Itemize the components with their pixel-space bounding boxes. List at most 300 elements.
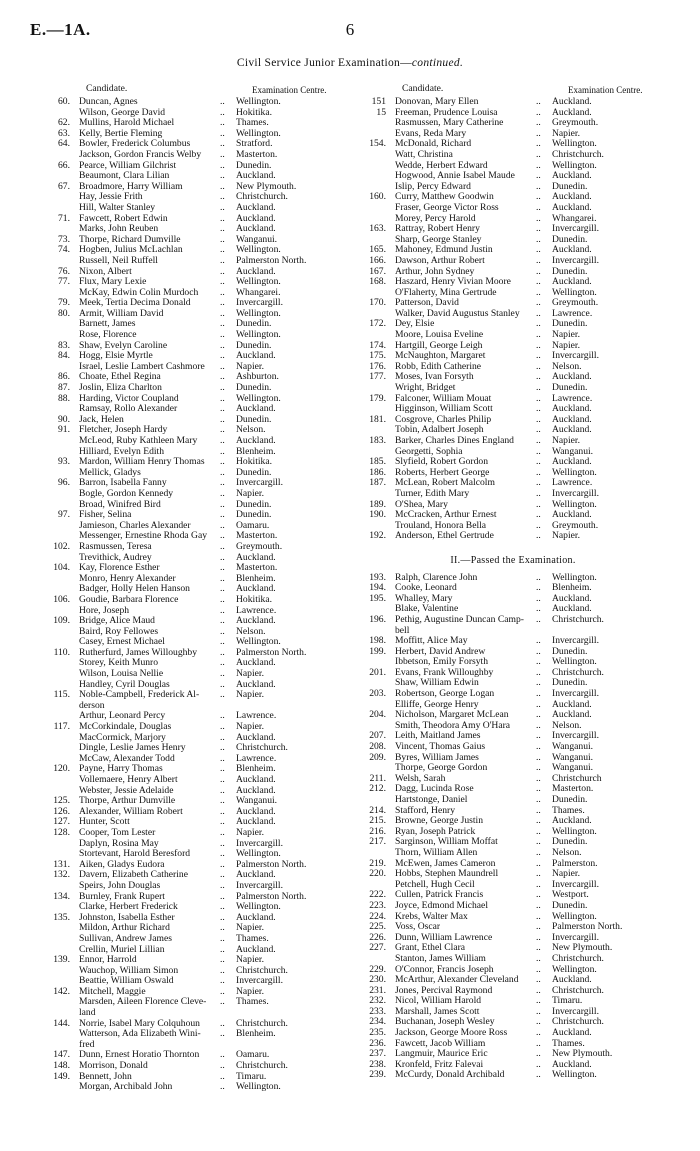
list-item [358, 267, 668, 278]
candidate-name: Barron, Isabella Fanny [79, 478, 167, 489]
list-item [42, 118, 352, 129]
dot-leader: .. [220, 96, 225, 107]
candidate-name: Hore, Joseph [79, 605, 130, 616]
dot-leader: .. [220, 191, 225, 203]
list-item [358, 256, 668, 267]
exam-centre: Auckland. [552, 403, 592, 415]
dot-leader: .. [536, 201, 541, 213]
dot-leader: .. [536, 1058, 541, 1070]
candidate-name: Sharp, George Stanley [395, 234, 482, 245]
exam-centre: Wellington. [552, 910, 597, 922]
candidate-name: Russell, Neil Ruffell [79, 255, 158, 266]
entry-number: 71. [58, 212, 70, 224]
dot-leader: .. [536, 339, 541, 351]
list-item [42, 934, 352, 945]
entry-number: 232. [369, 995, 386, 1007]
list-item [42, 669, 352, 680]
dot-leader: .. [536, 931, 541, 943]
candidate-name: McCaw, Alexander Todd [79, 753, 175, 764]
list-item [42, 796, 352, 807]
list-item [358, 837, 668, 848]
dot-leader: .. [220, 382, 225, 394]
dot-leader: .. [220, 901, 225, 913]
list-item [358, 880, 668, 891]
dot-leader: .. [220, 954, 225, 966]
dot-leader: .. [220, 615, 225, 627]
candidate-name: Trouland, Honora Bella [395, 520, 487, 531]
list-item [358, 647, 668, 658]
exam-centre: Wellington. [236, 848, 281, 860]
candidate-name: land [79, 1008, 96, 1019]
dot-leader: .. [220, 456, 225, 468]
exam-centre: Lawrence. [236, 752, 277, 764]
list-item [42, 150, 352, 161]
dot-leader: .. [220, 710, 225, 722]
candidate-name: Ibbetson, Emily Forsyth [395, 657, 489, 668]
candidate-name: Flux, Mary Lexie [79, 277, 147, 288]
dot-leader: .. [220, 837, 225, 849]
dot-leader: .. [536, 244, 541, 256]
left-list [42, 97, 352, 1093]
dot-leader: .. [536, 825, 541, 837]
candidate-name: Dawson, Arthur Robert [395, 255, 485, 266]
candidate-name: Handley, Cyril Douglas [79, 679, 170, 690]
dot-leader: .. [220, 975, 225, 987]
candidate-name: Watterson, Ada Elizabeth Wini- [79, 1029, 201, 1040]
dot-leader: .. [536, 794, 541, 805]
exam-centre: Dunedin. [552, 794, 588, 805]
list-item [42, 394, 352, 405]
dot-leader: .. [536, 254, 541, 266]
candidate-name: Patterson, David [395, 298, 459, 309]
list-item [358, 224, 668, 235]
exam-centre: Wellington. [236, 244, 281, 256]
list-item [42, 1050, 352, 1061]
list-item [42, 733, 352, 744]
exam-centre: Christchurch. [236, 964, 288, 976]
list-item [358, 806, 668, 817]
candidate-name: McKay, Edwin Colin Murdoch [79, 287, 199, 298]
exam-centre: Palmerston North. [552, 921, 623, 933]
candidate-name: Cullen, Patrick Francis [395, 890, 484, 901]
list-item [358, 150, 668, 161]
exam-centre: Invercargill. [236, 477, 283, 489]
list-item [42, 447, 352, 458]
candidate-name: Dagg, Lucinda Rose [395, 784, 474, 795]
list-item [358, 1017, 668, 1028]
dot-leader: .. [536, 963, 541, 975]
entry-number: 168. [369, 276, 386, 288]
dot-leader: .. [220, 805, 225, 817]
dot-leader: .. [220, 424, 225, 436]
exam-centre: Dunedin. [236, 159, 272, 171]
entry-number: 177. [369, 371, 386, 383]
entry-number: 83. [58, 339, 70, 351]
dot-leader: .. [220, 371, 225, 383]
dot-leader: .. [536, 498, 541, 510]
exam-centre: Wellington. [552, 571, 597, 583]
exam-centre: Invercargill. [552, 223, 599, 235]
candidate-name: Fisher, Selina [79, 510, 132, 521]
candidate-name: Marsden, Aileen Florence Cleve- [79, 997, 207, 1008]
candidate-name: Blake, Valentine [395, 604, 459, 615]
candidate-name: Islip, Percy Edward [395, 181, 471, 192]
list-item [42, 627, 352, 638]
exam-centre: Auckland. [552, 592, 592, 604]
entry-number: 139. [53, 954, 70, 966]
candidate-name: Turner, Edith Mary [395, 488, 470, 499]
exam-centre: Invercargill. [552, 931, 599, 943]
exam-centre: Auckland. [236, 678, 276, 690]
candidate-name: Bogle, Gordon Kennedy [79, 488, 174, 499]
list-item [358, 1060, 668, 1071]
list-item [358, 214, 668, 225]
candidate-name: Mellick, Gladys [79, 467, 141, 478]
list-item [42, 648, 352, 659]
dot-leader: .. [220, 625, 225, 637]
dot-leader: .. [220, 774, 225, 785]
list-item [358, 531, 668, 542]
exam-centre: Wellington. [236, 636, 281, 648]
dot-leader: .. [220, 668, 225, 680]
dot-leader: .. [536, 191, 541, 203]
dot-leader: .. [536, 445, 541, 457]
candidate-name: McCorkindale, Douglas [79, 722, 172, 733]
exam-centre: Wellington. [236, 127, 281, 139]
entry-number: 235. [369, 1027, 386, 1039]
list-item [42, 288, 352, 299]
entry-number: 215. [369, 815, 386, 827]
candidate-name: Georgetti, Sophia [395, 446, 463, 457]
list-item [358, 615, 668, 626]
exam-centre: Greymouth. [552, 297, 599, 309]
candidate-heading: Candidate. [402, 83, 444, 95]
exam-centre: New Plymouth. [236, 180, 297, 192]
list-item [42, 425, 352, 436]
candidate-name: Dingle, Leslie James Henry [79, 743, 186, 754]
exam-centre: Nelson. [236, 625, 266, 637]
list-item [42, 902, 352, 913]
dot-leader: .. [220, 498, 225, 510]
candidate-name: Langmuir, Maurice Eric [395, 1049, 488, 1060]
exam-centre: Wellington. [552, 138, 597, 150]
exam-centre: Oamaru. [236, 519, 270, 531]
list-item [358, 510, 668, 521]
candidate-name: Ennor, Harrold [79, 955, 137, 966]
dot-leader: .. [536, 170, 541, 182]
candidate-name: Rasmussen, Mary Catherine [395, 118, 504, 129]
dot-leader: .. [220, 1028, 225, 1040]
candidate-name: Falconer, William Mouat [395, 393, 492, 404]
entry-number: 166. [369, 254, 386, 266]
dot-leader: .. [220, 996, 225, 1008]
exam-centre: Wanganui. [552, 762, 594, 774]
candidate-name: Ralph, Clarence John [395, 572, 478, 583]
exam-centre: Christchurch [552, 772, 602, 784]
entry-number: 208. [369, 741, 386, 753]
list-item [358, 1007, 668, 1018]
list-item [42, 881, 352, 892]
list-item [358, 362, 668, 373]
dot-leader: .. [536, 815, 541, 827]
dot-leader: .. [220, 403, 225, 415]
candidate-name: McEwen, James Cameron [395, 858, 496, 869]
dot-leader: .. [220, 127, 225, 139]
exam-centre: Christchurch. [552, 984, 604, 996]
dot-leader: .. [536, 836, 541, 848]
list-item [42, 945, 352, 956]
candidate-name: Fawcett, Robert Edwin [79, 213, 168, 224]
entry-number: 201. [369, 666, 386, 678]
candidate-name: Moffitt, Alice May [395, 636, 468, 647]
entry-number: 66. [58, 159, 70, 171]
dot-leader: .. [536, 297, 541, 309]
exam-centre: Invercargill. [236, 297, 283, 309]
entry-number: 222. [369, 889, 386, 901]
candidate-name: Burnley, Frank Rupert [79, 891, 165, 902]
candidate-name: Bridge, Alice Maud [79, 616, 155, 627]
exam-centre: Christchurch. [552, 613, 604, 625]
title-continued: continued. [411, 57, 464, 69]
list-item [42, 351, 352, 362]
exam-centre: Auckland. [552, 1058, 592, 1070]
dot-leader: .. [220, 964, 225, 976]
entry-number: 127. [53, 816, 70, 828]
list-item [42, 997, 352, 1008]
exam-centre: Nelson. [552, 360, 582, 372]
entry-number: 62. [58, 117, 70, 129]
candidate-name: Wright, Bridget [395, 383, 456, 394]
entry-number: 199. [369, 645, 386, 657]
candidate-name: Ryan, Joseph Patrick [395, 826, 476, 837]
exam-centre: Thames. [236, 932, 269, 944]
candidate-name: Sullivan, Andrew James [79, 933, 172, 944]
list-item [42, 616, 352, 627]
candidate-name: Wilson, George David [79, 107, 166, 118]
exam-centre: Thames. [236, 996, 269, 1008]
candidate-name: Trevithick, Audrey [79, 552, 152, 563]
dot-leader: .. [220, 890, 225, 902]
list-item [42, 224, 352, 235]
list-item [42, 690, 352, 701]
exam-centre: Napier. [236, 826, 264, 838]
passed-list [358, 573, 668, 1082]
exam-centre: Blenheim. [552, 582, 592, 594]
candidate-name: Morey, Percy Harold [395, 213, 476, 224]
list-item [358, 626, 668, 637]
entry-number: 154. [369, 138, 386, 150]
candidate-name: Watt, Christina [395, 149, 453, 160]
exam-centre: Lawrence. [236, 604, 277, 616]
entry-number: 236. [369, 1037, 386, 1049]
candidate-name: Monro, Henry Alexander [79, 573, 176, 584]
list-item [42, 976, 352, 987]
candidate-name: Browne, George Justin [395, 816, 484, 827]
exam-centre: Wanganui. [236, 233, 278, 245]
exam-centre: Napier. [236, 668, 264, 680]
exam-centre: Invercargill. [552, 254, 599, 266]
exam-centre: Auckland. [552, 170, 592, 182]
candidate-name: Thorn, William Allen [395, 847, 478, 858]
list-item [42, 1008, 352, 1019]
entry-number: 230. [369, 974, 386, 986]
entry-number: 198. [369, 635, 386, 647]
dot-leader: .. [220, 795, 225, 807]
list-item [42, 309, 352, 320]
dot-leader: .. [220, 657, 225, 669]
candidate-name: Ramsay, Rollo Alexander [79, 404, 178, 415]
list-item [42, 701, 352, 712]
list-item [358, 700, 668, 711]
list-item [42, 362, 352, 373]
exam-centre: Wanganui. [236, 795, 278, 807]
candidate-name: Herbert, David Andrew [395, 646, 486, 657]
dot-leader: .. [536, 286, 541, 298]
dot-leader: .. [220, 932, 225, 944]
dot-leader: .. [220, 350, 225, 362]
candidate-name: Cooke, Leonard [395, 583, 457, 594]
dot-leader: .. [220, 286, 225, 298]
exam-centre: Blenheim. [236, 445, 276, 457]
exam-centre: Invercargill. [552, 487, 599, 499]
candidate-name: derson [79, 700, 105, 711]
dot-leader: .. [536, 1069, 541, 1081]
dot-leader: .. [536, 212, 541, 224]
candidate-name: McLeod, Ruby Kathleen Mary [79, 436, 198, 446]
list-item [358, 245, 668, 256]
entry-number: 176. [369, 360, 386, 372]
list-item [42, 764, 352, 775]
exam-centre: Auckland. [552, 244, 592, 256]
dot-leader: .. [536, 148, 541, 160]
list-item [42, 892, 352, 903]
dot-leader: .. [536, 180, 541, 192]
list-item [358, 489, 668, 500]
list-item [42, 584, 352, 595]
candidate-name: Elliffe, George Henry [395, 699, 479, 710]
list-item [42, 1072, 352, 1083]
exam-centre: Dunedin. [552, 677, 588, 689]
list-item [42, 478, 352, 489]
dot-leader: .. [536, 984, 541, 996]
dot-leader: .. [220, 413, 225, 425]
exam-centre: Dunedin. [236, 318, 272, 330]
list-item [358, 341, 668, 352]
exam-centre: Invercargill. [236, 975, 283, 987]
exam-centre: Dunedin. [552, 233, 588, 245]
candidate-name: Fawcett, Jacob William [395, 1038, 486, 1049]
list-item [358, 330, 668, 341]
exam-centre: Dunedin. [552, 318, 588, 330]
dot-leader: .. [536, 96, 541, 107]
candidate-name: Anderson, Ethel Gertrude [395, 531, 494, 542]
dot-leader: .. [220, 466, 225, 478]
dot-leader: .. [536, 477, 541, 489]
exam-centre: Napier. [236, 360, 264, 372]
entry-number: 120. [53, 763, 70, 775]
candidate-name: Barnett, James [79, 319, 136, 330]
list-item [42, 531, 352, 542]
candidate-name: Johnston, Isabella Esther [79, 912, 175, 923]
candidate-name: Duncan, Agnes [79, 97, 138, 107]
candidate-name: Evans, Frank Willoughby [395, 667, 494, 678]
candidate-name: Nicholson, Margaret McLean [395, 710, 509, 721]
exam-centre: Westport. [552, 889, 589, 901]
right-list [358, 97, 668, 542]
entry-number: 204. [369, 709, 386, 721]
exam-centre: Wanganui. [552, 751, 594, 763]
candidate-name: Payne, Harry Thomas [79, 764, 163, 775]
entry-number: 96. [58, 477, 70, 489]
exam-centre: Wellington. [236, 329, 281, 341]
list-item [42, 754, 352, 765]
list-item [42, 468, 352, 479]
entry-number: 187. [369, 477, 386, 489]
list-item [42, 574, 352, 585]
list-item [358, 235, 668, 246]
candidate-name: Aiken, Gladys Eudora [79, 859, 165, 870]
list-item [42, 1040, 352, 1051]
dot-leader: .. [536, 487, 541, 499]
exam-centre: Blenheim. [236, 763, 276, 775]
entry-number: 73. [58, 233, 70, 245]
list-item [358, 859, 668, 870]
dot-leader: .. [220, 1049, 225, 1061]
exam-centre: Auckland. [552, 276, 592, 288]
list-item [42, 606, 352, 617]
exam-centre: Christchurch. [236, 742, 288, 754]
list-item [42, 860, 352, 871]
entry-number: 74. [58, 244, 70, 256]
candidate-name: Clarke, Herbert Frederick [79, 902, 178, 913]
candidate-name: Krebs, Walter Max [395, 911, 468, 922]
dot-leader: .. [220, 689, 225, 701]
exam-centre: Ashburton. [236, 371, 279, 383]
exam-centre: New Plymouth. [552, 942, 613, 954]
exam-centre: Nelson. [552, 719, 582, 731]
exam-centre: Wellington. [236, 276, 281, 288]
list-item [42, 171, 352, 182]
list-item [358, 753, 668, 764]
exam-centre: Napier. [552, 868, 580, 880]
dot-leader: .. [220, 1017, 225, 1029]
candidate-name: Thorpe, Richard Dumville [79, 234, 181, 245]
exam-centre: Palmerston North. [236, 646, 307, 658]
entry-number: 90. [58, 413, 70, 425]
dot-leader: .. [536, 921, 541, 933]
list-item [358, 573, 668, 584]
list-item [42, 711, 352, 722]
list-item [358, 763, 668, 774]
dot-leader: .. [220, 392, 225, 404]
dot-leader: .. [220, 604, 225, 616]
list-item [42, 319, 352, 330]
candidate-name: Messenger, Ernestine Rhoda Gay [79, 531, 208, 542]
exam-centre: Wellington. [236, 392, 281, 404]
exam-centre: Wellington. [236, 307, 281, 319]
list-item [358, 468, 668, 479]
candidate-name: Fraser, George Victor Ross [395, 202, 499, 213]
dot-leader: .. [536, 857, 541, 869]
candidate-name: Israel, Leslie Lambert Cashmore [79, 361, 205, 372]
candidate-name: Grant, Ethel Clara [395, 943, 466, 954]
dot-leader: .. [536, 318, 541, 330]
list-item [42, 553, 352, 564]
dot-leader: .. [220, 540, 225, 552]
dot-leader: .. [220, 254, 225, 266]
exam-centre: Wellington. [552, 498, 597, 510]
exam-centre: Auckland. [236, 170, 276, 182]
